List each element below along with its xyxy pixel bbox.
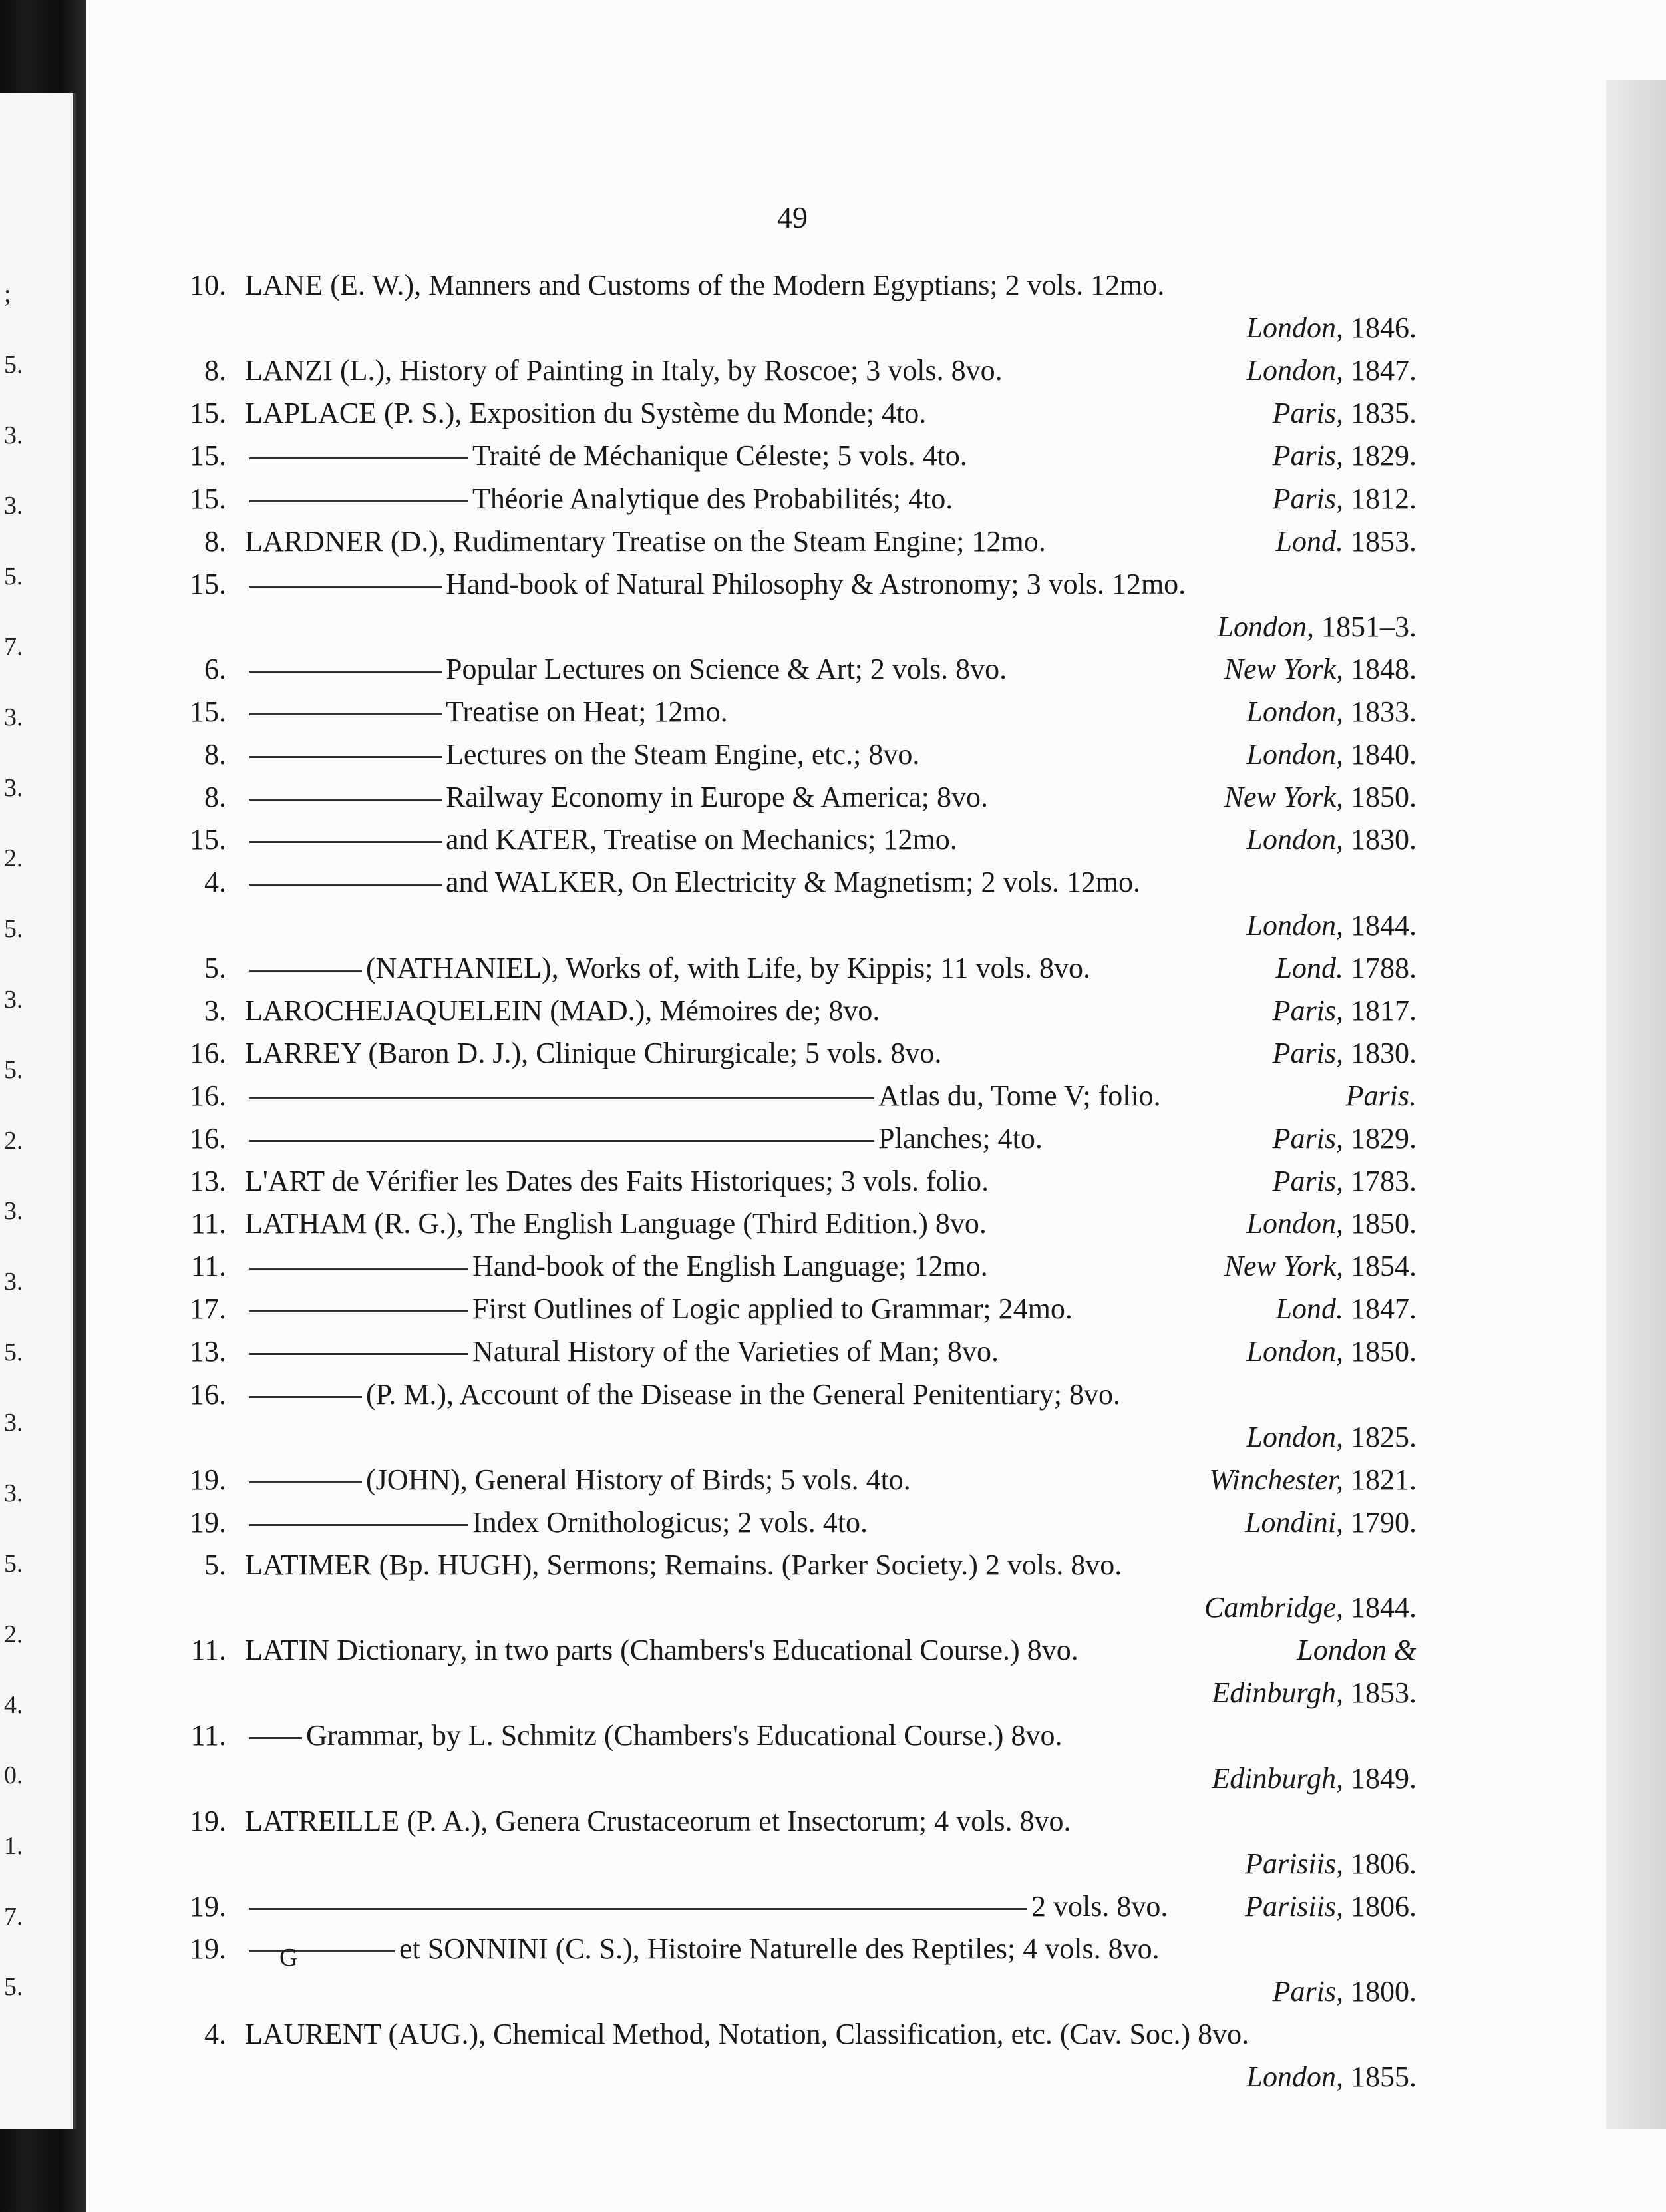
imprint	[1247, 1331, 1416, 1372]
catalog-row	[0, 1971, 1666, 2012]
imprint-year: 1812.	[1343, 482, 1416, 515]
prev-page-fragment: 0.	[4, 1761, 23, 1789]
entry-number: 16.	[190, 1378, 226, 1411]
ditto-dash	[249, 1097, 874, 1099]
entry-title: and WALKER, On Electricity & Magnetism; 2 vols. 12mo.	[446, 866, 1141, 898]
imprint-place: Paris.	[1345, 1079, 1416, 1112]
entry-title: LARDNER (D.), Rudimentary Treatise on the Steam Engine; 12mo.	[245, 525, 1046, 558]
imprint	[1273, 1118, 1416, 1159]
entry-text	[245, 564, 1186, 605]
ditto-dash	[249, 1950, 395, 1952]
entry-text	[245, 734, 919, 775]
catalog-row	[0, 2014, 1666, 2055]
catalog-row	[0, 1118, 1666, 1159]
ditto-dash	[249, 1268, 468, 1270]
entry-title: Railway Economy in Europe & America; 8vo.	[446, 781, 989, 813]
catalog-row	[0, 691, 1666, 733]
catalog-row	[0, 1929, 1666, 1970]
catalog-row	[0, 1587, 1666, 1628]
ditto-dash	[249, 884, 442, 886]
imprint-year: 1853.	[1343, 525, 1416, 558]
ditto-dash	[249, 586, 442, 588]
ditto-dash	[249, 457, 468, 459]
imprint-place: Parisiis,	[1245, 1890, 1343, 1923]
entry-number: 19.	[190, 1506, 226, 1539]
ditto-dash	[249, 500, 468, 502]
catalog-row	[0, 862, 1666, 903]
catalog-row	[0, 948, 1666, 989]
entry-title: Lectures on the Steam Engine, etc.; 8vo.	[446, 738, 920, 771]
imprint-year: 1821.	[1343, 1463, 1416, 1496]
prev-page-fragment: 5.	[4, 351, 23, 379]
entry-text	[245, 1075, 1161, 1117]
entry-title: Traité de Méchanique Céleste; 5 vols. 4to.	[472, 439, 967, 472]
imprint-year: 1830.	[1343, 1037, 1416, 1069]
imprint	[1247, 734, 1416, 775]
entry-title: Popular Lectures on Science & Art; 2 vols. 8vo.	[446, 653, 1007, 685]
entry-number: 8.	[204, 525, 226, 558]
entry-text	[245, 1502, 868, 1543]
catalog-row	[0, 435, 1666, 476]
imprint	[1273, 435, 1416, 476]
imprint-place: London,	[1217, 610, 1314, 643]
prev-page-fragment: 5.	[4, 562, 23, 590]
entry-text	[245, 1118, 1043, 1159]
entry-title: et SONNINI (C. S.), Histoire Naturelle des Reptiles; 4 vols. 8vo.	[399, 1933, 1160, 1965]
imprint-year: 1849.	[1343, 1762, 1416, 1795]
prev-page-fragment: 1.	[4, 1832, 23, 1860]
imprint-place: London,	[1246, 1207, 1343, 1240]
entry-number: 15.	[190, 482, 226, 515]
entry-title: Index Ornithologicus; 2 vols. 4to.	[472, 1506, 868, 1539]
catalog-row	[0, 478, 1666, 520]
catalog-row	[0, 1715, 1666, 1756]
entry-text	[245, 1545, 1122, 1586]
catalog-row	[0, 1203, 1666, 1244]
catalog-row	[0, 1161, 1666, 1202]
ditto-dash	[249, 1140, 874, 1142]
imprint	[1273, 1971, 1416, 2012]
ditto-dash	[249, 1353, 468, 1355]
imprint	[1224, 1246, 1416, 1287]
imprint-place: Paris,	[1272, 1165, 1343, 1197]
entry-title: Natural History of the Varieties of Man; 8vo.	[472, 1335, 999, 1368]
entry-text	[245, 265, 1164, 306]
catalog-row	[0, 1075, 1666, 1117]
entry-text	[245, 1801, 1071, 1842]
imprint-year: 1829.	[1343, 1122, 1416, 1155]
imprint-place: Lond.	[1275, 952, 1343, 984]
entry-number: 19.	[190, 1463, 226, 1496]
prev-page-fragment: 5.	[4, 1550, 23, 1578]
imprint-year: 1855.	[1343, 2060, 1416, 2093]
entry-title: LAROCHEJAQUELEIN (MAD.), Mémoires de; 8vo.	[245, 994, 880, 1027]
imprint-place: London,	[1246, 1421, 1343, 1453]
prev-page-fragment: 5.	[4, 1338, 23, 1366]
imprint	[1273, 478, 1416, 520]
entry-title: LATIN Dictionary, in two parts (Chambers's Educational Course.) 8vo.	[245, 1634, 1079, 1666]
imprint-place: Lond.	[1275, 1292, 1343, 1325]
entry-text	[245, 948, 1090, 989]
entry-text	[245, 990, 880, 1031]
imprint-place: Lond.	[1275, 525, 1343, 558]
entry-number: 4.	[204, 866, 226, 898]
entry-number: 15.	[190, 439, 226, 472]
entry-title: L'ART de Vérifier les Dates des Faits Historiques; 3 vols. folio.	[245, 1165, 989, 1197]
entry-number: 3.	[204, 994, 226, 1027]
imprint	[1224, 649, 1416, 690]
catalog-row	[0, 606, 1666, 647]
entry-number: 19.	[190, 1933, 226, 1965]
ditto-dash	[249, 713, 442, 715]
entry-number: 15.	[190, 823, 226, 856]
entry-number: 17.	[190, 1292, 226, 1325]
page-number: 49	[777, 200, 808, 234]
entry-number: 11.	[190, 1207, 226, 1240]
entry-number: 16.	[190, 1122, 226, 1155]
imprint	[1209, 1459, 1416, 1501]
entry-text	[245, 1033, 941, 1074]
entry-text	[245, 1886, 1168, 1927]
catalog-row	[0, 734, 1666, 775]
imprint-year: 1846.	[1343, 311, 1416, 344]
imprint	[1245, 1502, 1416, 1543]
catalog-row	[0, 1502, 1666, 1543]
catalog-row	[0, 1417, 1666, 1458]
catalog-row	[0, 2056, 1666, 2098]
imprint-place: New York,	[1224, 1250, 1343, 1282]
entry-number: 5.	[204, 952, 226, 984]
imprint-place: London,	[1246, 354, 1343, 387]
imprint-place: Paris,	[1272, 439, 1343, 472]
prev-page-fragment: 2.	[4, 1127, 23, 1155]
entry-number: 13.	[190, 1335, 226, 1368]
ditto-dash	[249, 1310, 468, 1312]
entry-number: 16.	[190, 1037, 226, 1069]
imprint	[1245, 1843, 1416, 1885]
entry-number: 13.	[190, 1165, 226, 1197]
imprint-place: London,	[1246, 738, 1343, 771]
entry-title: (JOHN), General History of Birds; 5 vols. 4to.	[366, 1463, 911, 1496]
entry-number: 8.	[204, 354, 226, 387]
imprint-place: Paris,	[1272, 482, 1343, 515]
catalog-row	[0, 1331, 1666, 1372]
imprint-place: Paris,	[1272, 994, 1343, 1027]
prev-page-fragment: 3.	[4, 774, 23, 802]
imprint-year: 1835.	[1343, 397, 1416, 429]
imprint-year: 1853.	[1343, 1676, 1416, 1709]
prev-page-fragment: 7.	[4, 1903, 23, 1931]
imprint-place: Paris,	[1272, 1975, 1343, 2008]
entry-text	[245, 1288, 1073, 1330]
entry-number: 11.	[190, 1634, 226, 1666]
imprint	[1212, 1758, 1416, 1799]
ditto-dash	[249, 1737, 302, 1739]
prev-page-fragment: 3.	[4, 1197, 23, 1225]
imprint	[1247, 819, 1416, 860]
ditto-dash	[249, 841, 442, 843]
imprint-place: Paris,	[1272, 1037, 1343, 1069]
entry-title: Théorie Analytique des Probabilités; 4to.	[472, 482, 953, 515]
entry-text	[245, 777, 988, 818]
catalog-row	[0, 1374, 1666, 1415]
imprint-year: 1850.	[1343, 781, 1416, 813]
catalog-row	[0, 819, 1666, 860]
entry-number: 11.	[190, 1250, 226, 1282]
entry-number: 15.	[190, 397, 226, 429]
ditto-dash	[249, 799, 442, 801]
imprint-year: 1844.	[1343, 1591, 1416, 1624]
entry-title: Planches; 4to.	[878, 1122, 1043, 1155]
catalog-row	[0, 990, 1666, 1031]
ditto-dash	[249, 756, 442, 758]
catalog-row	[0, 1886, 1666, 1927]
entry-title: 2 vols. 8vo.	[1031, 1890, 1168, 1923]
entry-title: LANZI (L.), History of Painting in Italy, by Roscoe; 3 vols. 8vo.	[245, 354, 1003, 387]
entry-text	[245, 350, 1003, 391]
imprint-place: London,	[1246, 311, 1343, 344]
imprint-year: 1851–3.	[1314, 610, 1416, 643]
imprint-year: 1806.	[1343, 1890, 1416, 1923]
entry-text	[245, 393, 926, 434]
imprint	[1273, 393, 1416, 434]
imprint	[1273, 1033, 1416, 1074]
catalog-row	[0, 350, 1666, 391]
imprint-year: 1829.	[1343, 439, 1416, 472]
imprint-place: Londini,	[1245, 1506, 1343, 1539]
prev-page-fragment: ;	[4, 280, 11, 308]
ditto-dash	[249, 1908, 1027, 1910]
catalog-row	[0, 1843, 1666, 1885]
entry-text	[245, 691, 728, 733]
imprint-year: 1817.	[1343, 994, 1416, 1027]
entry-number: 15.	[190, 568, 226, 600]
imprint-year: 1850.	[1343, 1207, 1416, 1240]
imprint-place: London,	[1246, 2060, 1343, 2093]
imprint-place: Edinburgh,	[1212, 1762, 1343, 1795]
catalog-row	[0, 905, 1666, 946]
entry-title: Atlas du, Tome V; folio.	[878, 1079, 1161, 1112]
imprint-year: 1833.	[1343, 695, 1416, 728]
entry-number: 8.	[204, 781, 226, 813]
prev-page-fragment: 3.	[4, 986, 23, 1014]
ditto-dash	[249, 970, 362, 972]
entry-number: 19.	[190, 1805, 226, 1837]
catalog-row	[0, 307, 1666, 349]
signature-mark: G	[279, 1944, 298, 1972]
imprint-year: 1830.	[1343, 823, 1416, 856]
imprint	[1276, 1288, 1416, 1330]
entry-text	[245, 649, 1007, 690]
imprint	[1276, 521, 1416, 562]
imprint-year: 1850.	[1343, 1335, 1416, 1368]
entry-title: and KATER, Treatise on Mechanics; 12mo.	[446, 823, 957, 856]
imprint-year: 1847.	[1343, 1292, 1416, 1325]
entry-title: (NATHANIEL), Works of, with Life, by Kippis; 11 vols. 8vo.	[366, 952, 1091, 984]
imprint-place: Winchester,	[1209, 1463, 1343, 1496]
catalog-row	[0, 777, 1666, 818]
prev-page-fragment: 3.	[4, 1479, 23, 1507]
imprint	[1273, 990, 1416, 1031]
entry-number: 11.	[190, 1719, 226, 1751]
imprint	[1218, 606, 1416, 647]
prev-page-fragment: 3.	[4, 1409, 23, 1437]
imprint	[1247, 1417, 1416, 1458]
entry-title: LATHAM (R. G.), The English Language (Third Edition.) 8vo.	[245, 1207, 987, 1240]
catalog-row	[0, 1246, 1666, 1287]
imprint-place: Cambridge,	[1204, 1591, 1343, 1624]
entry-title: LANE (E. W.), Manners and Customs of the Modern Egyptians; 2 vols. 12mo.	[245, 269, 1165, 301]
imprint	[1247, 905, 1416, 946]
ditto-dash	[249, 1396, 362, 1398]
entry-title: Hand-book of Natural Philosophy & Astronomy; 3 vols. 12mo.	[446, 568, 1186, 600]
prev-page-fragment: 3.	[4, 492, 23, 520]
entry-text	[245, 521, 1046, 562]
prev-page-fragment: 5.	[4, 915, 23, 943]
entry-text	[245, 1715, 1062, 1756]
entry-title: LATIMER (Bp. HUGH), Sermons; Remains. (Parker Society.) 2 vols. 8vo.	[245, 1549, 1122, 1581]
entry-text	[245, 1246, 988, 1287]
entry-text	[245, 1203, 987, 1244]
entry-text	[245, 2014, 1249, 2055]
entry-title: LAURENT (AUG.), Chemical Method, Notation, Classification, etc. (Cav. Soc.) 8vo.	[245, 2018, 1250, 2050]
imprint-year: 1806.	[1343, 1847, 1416, 1880]
imprint	[1247, 2056, 1416, 2098]
catalog-row	[0, 1672, 1666, 1714]
imprint-year: 1844.	[1343, 909, 1416, 942]
entry-number: 15.	[190, 695, 226, 728]
imprint	[1297, 1630, 1416, 1671]
imprint	[1212, 1672, 1416, 1714]
imprint-place: Parisiis,	[1245, 1847, 1343, 1880]
entry-text	[245, 1929, 1160, 1970]
imprint-year: 1825.	[1343, 1421, 1416, 1453]
imprint-place: Paris,	[1272, 1122, 1343, 1155]
entry-title: (P. M.), Account of the Disease in the General Penitentiary; 8vo.	[366, 1378, 1120, 1411]
entry-text	[245, 819, 957, 860]
imprint-place: New York,	[1224, 781, 1343, 813]
imprint-year: 1847.	[1343, 354, 1416, 387]
imprint-year: 1788.	[1343, 952, 1416, 984]
catalog-row	[0, 1801, 1666, 1842]
entry-text	[245, 478, 953, 520]
entry-text	[245, 1630, 1079, 1671]
entry-number: 10.	[190, 269, 226, 301]
entry-title: LARREY (Baron D. J.), Clinique Chirurgicale; 5 vols. 8vo.	[245, 1037, 942, 1069]
imprint-place: London,	[1246, 823, 1343, 856]
ditto-dash	[249, 1524, 468, 1526]
prev-page-fragment: 7.	[4, 633, 23, 661]
imprint	[1346, 1075, 1416, 1117]
catalog-row	[0, 1758, 1666, 1799]
imprint-year: 1800.	[1343, 1975, 1416, 2008]
ditto-dash	[249, 671, 442, 673]
imprint-year: 1783.	[1343, 1165, 1416, 1197]
ditto-dash	[249, 1481, 362, 1483]
imprint	[1245, 1886, 1416, 1927]
prev-page-fragment: 2.	[4, 844, 23, 872]
imprint	[1204, 1587, 1416, 1628]
prev-page-fragment: 2.	[4, 1620, 23, 1648]
catalog-row	[0, 393, 1666, 434]
imprint-place: Edinburgh,	[1212, 1676, 1343, 1709]
imprint-year: 1840.	[1343, 738, 1416, 771]
imprint	[1247, 691, 1416, 733]
imprint	[1273, 1161, 1416, 1202]
entry-number: 19.	[190, 1890, 226, 1923]
catalog-row	[0, 1033, 1666, 1074]
imprint-place: London,	[1246, 909, 1343, 942]
entry-title: Grammar, by L. Schmitz (Chambers's Educational Course.) 8vo.	[306, 1719, 1063, 1751]
entry-number: 5.	[204, 1549, 226, 1581]
catalog-row	[0, 521, 1666, 562]
prev-page-fragment: 5.	[4, 1973, 23, 2001]
catalog-row	[0, 1545, 1666, 1586]
prev-page-fragment: 4.	[4, 1691, 23, 1719]
imprint-place: London &	[1297, 1634, 1416, 1666]
catalog-row	[0, 1288, 1666, 1330]
entry-title: LAPLACE (P. S.), Exposition du Système du Monde; 4to.	[245, 397, 927, 429]
entry-title: LATREILLE (P. A.), Genera Crustaceorum et Insectorum; 4 vols. 8vo.	[245, 1805, 1071, 1837]
entry-text	[245, 1161, 989, 1202]
imprint-place: Paris,	[1272, 397, 1343, 429]
entry-title: Hand-book of the English Language; 12mo.	[472, 1250, 988, 1282]
entry-title: First Outlines of Logic applied to Grammar; 24mo.	[472, 1292, 1073, 1325]
entry-text	[245, 1374, 1120, 1415]
imprint-place: London,	[1246, 695, 1343, 728]
entry-title: Treatise on Heat; 12mo.	[446, 695, 728, 728]
entry-number: 8.	[204, 738, 226, 771]
entry-text	[245, 1459, 911, 1501]
imprint-year: 1848.	[1343, 653, 1416, 685]
prev-page-fragment: 3.	[4, 1268, 23, 1296]
imprint	[1247, 307, 1416, 349]
catalog-row	[0, 564, 1666, 605]
imprint	[1224, 777, 1416, 818]
entry-number: 6.	[204, 653, 226, 685]
imprint	[1247, 1203, 1416, 1244]
prev-page-fragment: 3.	[4, 703, 23, 731]
catalog-row	[0, 1630, 1666, 1671]
entry-text	[245, 435, 967, 476]
prev-page-fragment: 5.	[4, 1056, 23, 1084]
entry-number: 16.	[190, 1079, 226, 1112]
entry-text	[245, 862, 1140, 903]
catalog-row	[0, 265, 1666, 306]
imprint	[1276, 948, 1416, 989]
imprint	[1247, 350, 1416, 391]
imprint-place: New York,	[1224, 653, 1343, 685]
imprint-year: 1854.	[1343, 1250, 1416, 1282]
catalog-row	[0, 649, 1666, 690]
prev-page-fragment: 3.	[4, 421, 23, 449]
catalog-row	[0, 1459, 1666, 1501]
entry-number: 4.	[204, 2018, 226, 2050]
imprint-place: London,	[1246, 1335, 1343, 1368]
entry-text	[245, 1331, 999, 1372]
imprint-year: 1790.	[1343, 1506, 1416, 1539]
